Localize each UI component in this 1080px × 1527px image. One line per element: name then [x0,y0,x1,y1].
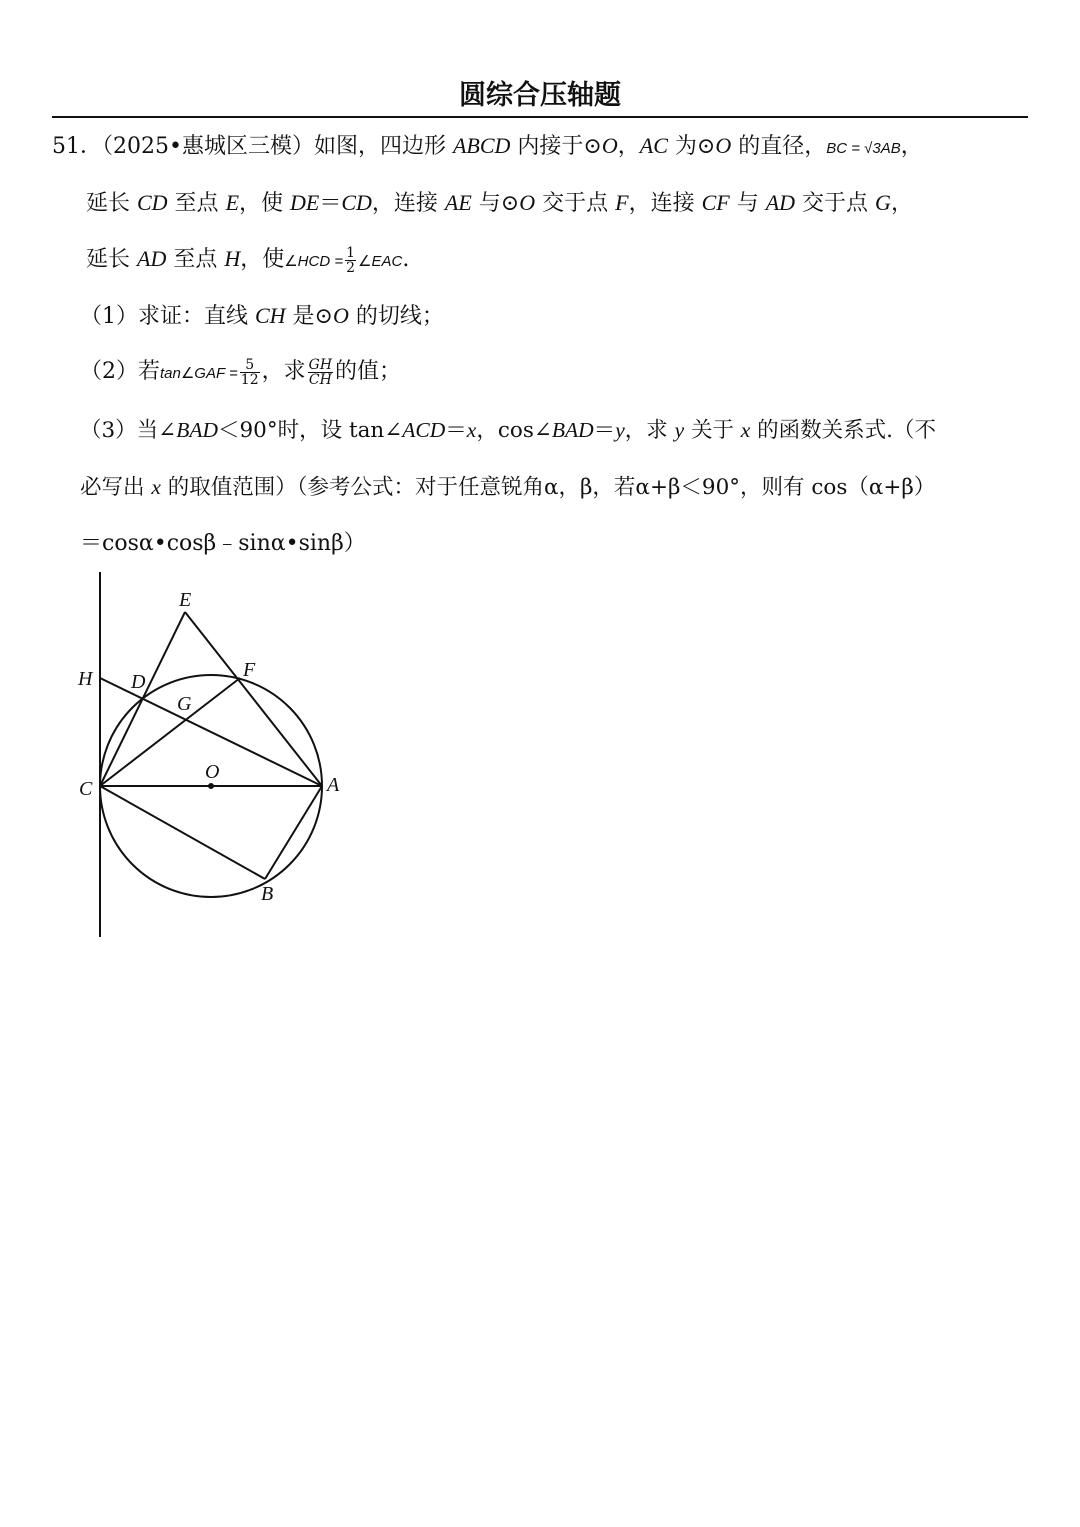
text: ，求 [624,418,675,443]
math-x: x [466,418,477,442]
label-h: H [78,668,93,690]
fraction-five-twelfths [240,358,260,387]
text: ， [890,191,913,216]
geometry-figure [60,560,360,945]
text: 的切线； [348,304,444,329]
text: 如图，四边形 [313,134,453,159]
text: 延长 [86,247,137,272]
math-bad: BAD [176,418,218,442]
text: （2）若 [80,359,160,384]
math-y: y [674,418,685,442]
text: 必写出 [80,475,152,500]
math-cd: CD [137,190,168,215]
label-d: D [131,671,146,693]
math-acd: ACD [402,418,446,442]
fraction-numerator: 1 [346,244,356,261]
math-de: DE [290,190,320,215]
formula-angle-eac: ∠EAC [358,253,403,270]
text: ＝ [593,418,616,443]
text: 与 [729,191,766,216]
math-ad: AD [765,190,796,215]
math-ad: AD [137,246,167,271]
text: 为⊙ [667,134,716,159]
question-3-line-3: ＝cosα•cosβ﹣sinα•sinβ） [80,531,366,556]
text: 关于 [684,418,741,443]
question-1 [80,300,444,333]
text: 交于点 [795,191,876,216]
text: . [402,247,410,272]
fraction-numerator: GH [308,356,333,373]
question-2 [80,356,401,390]
formula-angle-hcd: ∠HCD = [284,253,344,270]
fraction-one-half [345,246,356,275]
text: ，连接 [371,191,445,216]
text: ，求 [261,359,306,384]
label-e: E [179,589,192,611]
formula-bc: BC = √3AB [826,140,901,157]
math-ae: AE [444,190,472,215]
text: 延长 [86,191,137,216]
segment-ea [185,612,322,786]
problem-number: 51． [52,134,102,159]
math-cf: CF [701,190,730,215]
label-a: A [327,774,340,796]
math-f: F [615,190,629,215]
math-h: H [224,246,241,271]
text: 与⊙ [471,191,520,216]
text: 至点 [166,247,225,272]
math-ch: CH [255,303,286,328]
segment-cb [100,786,265,879]
text: 的函数关系式.（不 [750,418,937,443]
text: （3）当∠ [80,418,177,443]
fraction-denominator: 2 [346,259,356,276]
text: ， [617,134,640,159]
math-x: x [151,475,161,499]
fraction-gh-ch [308,358,333,387]
math-bad: BAD [551,418,594,442]
math-g: G [875,190,891,215]
question-3-line-1 [80,414,936,447]
text: （1）求证：直线 [80,304,255,329]
text: ，cos∠ [476,418,552,443]
formula-tan-gaf: tan∠GAF = [160,365,238,382]
math-e: E [225,190,240,215]
text: 的值； [335,359,402,384]
text: ＝ [445,418,467,443]
problem-line-3 [86,243,409,278]
problem-source: （2025•惠城区三模） [102,134,314,159]
text: 交于点 [535,191,616,216]
label-g: G [177,693,192,715]
math-o: O [715,133,732,158]
math-x: x [740,418,751,442]
label-o: O [205,761,220,783]
center-point-o [208,783,214,789]
question-3-line-2 [80,471,935,504]
math-o: O [601,133,618,158]
page-title: 圆综合压轴题 [459,80,621,111]
text: 内接于⊙ [510,134,602,159]
text: 至点 [167,191,226,216]
text: ＝ [319,191,342,216]
text: ，使 [240,247,285,272]
math-abcd: ABCD [452,133,511,158]
math-ac: AC [639,133,668,158]
text: 的取值范围）（参考公式：对于任意锐角α，β，若α+β＜90°，则有 cos（α+β） [160,475,936,500]
text: ，连接 [628,191,702,216]
label-c: C [79,778,93,800]
problem-line-1 [52,130,923,165]
math-o: O [519,190,536,215]
text: ， [900,134,923,159]
problem-line-2 [86,187,913,220]
header-divider [52,116,1028,118]
fraction-denominator: 12 [240,371,259,388]
text: ＜90°时，设 tan∠ [218,418,403,443]
math-y: y [615,418,625,442]
label-f: F [243,659,256,681]
segment-ba [265,786,322,879]
fraction-numerator: 5 [240,358,260,373]
text: 是⊙ [285,304,333,329]
label-b: B [261,883,274,905]
text: ，使 [239,191,291,216]
math-cd: CD [341,190,372,215]
text: 的直径， [731,134,827,159]
math-o: O [333,303,349,328]
fraction-denominator: CH [308,371,332,388]
